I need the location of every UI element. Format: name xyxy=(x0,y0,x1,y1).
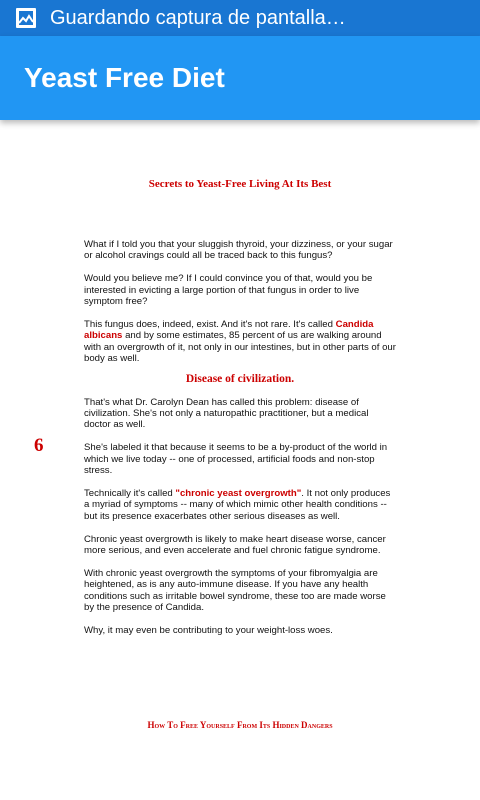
paragraph-2: Would you believe me? If I could convince you of that, would you be interested in evicting a large portion of that fungus in order to live symptom free? xyxy=(84,273,373,308)
notification-text: Guardando captura de pantalla… xyxy=(50,6,346,29)
document-page[interactable] xyxy=(0,120,480,800)
paragraph-8: With chronic yeast overgrowth the symptoms of your fibromyalgia are heightened, as is any auto-immune disease. If you have any health conditions such as irritable bowel syndrome, these too are made worse by the presence of Candida. xyxy=(84,568,386,614)
paragraph-3-text-end: and by some estimates, 85 percent of us are walking around with an overgrowth of it, not only in our intestines, but in other parts of our body as well. xyxy=(84,330,396,365)
paragraph-6-text-end: . It not only produces a myriad of symptoms -- many of which mimic other health conditions -- but its presence exacerbates other serious diseases as well. xyxy=(84,488,391,522)
document-title: Secrets to Yeast-Free Living At Its Best xyxy=(148,178,332,190)
paragraph-3 xyxy=(84,319,396,365)
paragraph-1: What if I told you that your sluggish thyroid, your dizziness, or your sugar or alcohol cravings could all be traced back to this fungus? xyxy=(84,239,393,262)
app-title: Yeast Free Diet xyxy=(24,62,225,93)
paragraph-9: Why, it may even be contributing to your weight-loss woes. xyxy=(84,625,333,637)
chronic-yeast-highlight: "chronic yeast overgrowth" xyxy=(175,488,302,499)
candida-highlight: Candida albicans xyxy=(84,319,374,342)
document-body xyxy=(84,239,396,648)
image-icon xyxy=(14,6,38,30)
paragraph-4: That's what Dr. Carolyn Dean has called this problem: disease of civilization. She's not only a naturopathic practitioner, but a medical doctor as well. xyxy=(84,396,369,431)
paragraph-7: Chronic yeast overgrowth is likely to make heart disease worse, cancer more serious, and even accelerate and fuel chronic fatigue syndrome. xyxy=(84,533,386,557)
paragraph-6 xyxy=(84,488,396,522)
document-footer: How To Free Yourself From Its Hidden Dangers xyxy=(147,720,333,730)
app-bar xyxy=(0,36,480,120)
page-number: 6 xyxy=(34,435,44,456)
paragraph-6-text-start: Technically it's called xyxy=(84,488,176,499)
paragraph-3-text-start: This fungus does, indeed, exist. And it's not rare. It's called xyxy=(84,319,336,331)
section-subheading: Disease of civilization. xyxy=(185,373,295,386)
status-bar xyxy=(0,0,480,36)
paragraph-5: She's labeled it that because it seems to be a by-product of the world in which we live today -- one of processed, artificial foods and non-stop stress. xyxy=(84,442,388,477)
